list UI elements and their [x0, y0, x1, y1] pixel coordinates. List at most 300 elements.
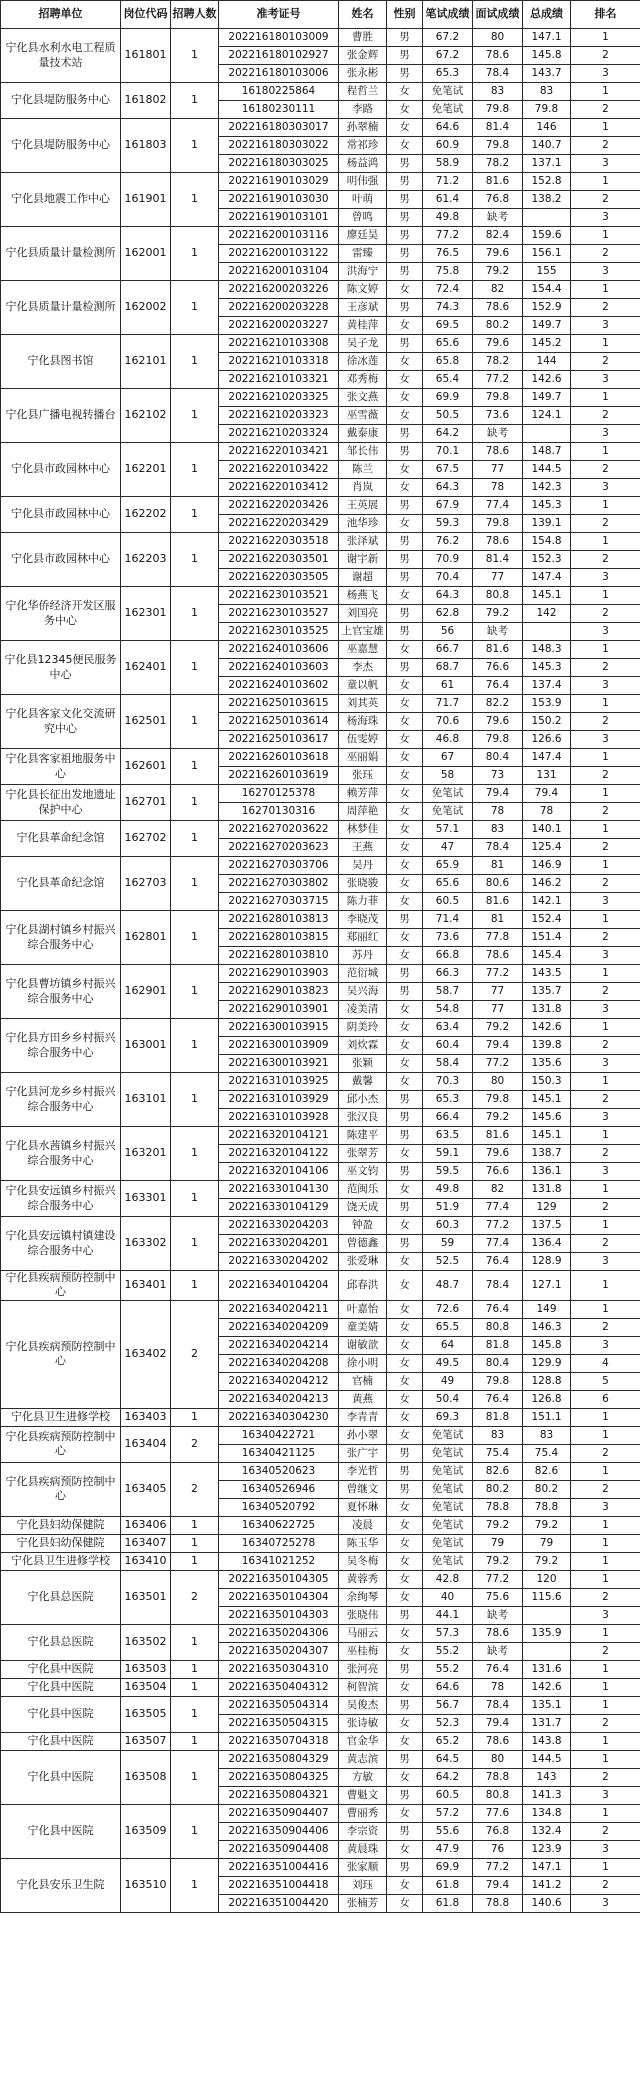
interview-score-cell: 缺考 [473, 1606, 523, 1624]
rank-cell: 1 [571, 1426, 640, 1444]
ticket-cell: 202216250103614 [219, 713, 339, 731]
written-score-cell: 68.7 [423, 659, 473, 677]
table-row [1, 1732, 640, 1750]
total-score-cell: 139.8 [523, 1037, 571, 1055]
rank-cell: 3 [571, 1001, 640, 1019]
written-score-cell: 59.1 [423, 1145, 473, 1163]
ticket-cell: 202216300103921 [219, 1055, 339, 1073]
gender-cell: 女 [387, 1390, 423, 1408]
rank-cell: 1 [571, 1127, 640, 1145]
total-score-cell: 139.1 [523, 515, 571, 533]
gender-cell: 男 [387, 65, 423, 83]
rank-cell: 2 [571, 713, 640, 731]
rank-cell: 2 [571, 929, 640, 947]
total-score-cell: 135.6 [523, 1055, 571, 1073]
post-code-cell: 163101 [121, 1073, 171, 1127]
name-cell: 徐小明 [339, 1354, 387, 1372]
name-cell: 王英展 [339, 497, 387, 515]
rank-cell: 1 [571, 1624, 640, 1642]
interview-score-cell: 76 [473, 1840, 523, 1858]
written-score-cell: 60.5 [423, 893, 473, 911]
unit-cell: 宁化县安乐卫生院 [1, 1858, 121, 1912]
written-score-cell: 60.3 [423, 1217, 473, 1235]
gender-cell: 女 [387, 1354, 423, 1372]
written-score-cell: 58.7 [423, 983, 473, 1001]
written-score-cell: 60.5 [423, 1786, 473, 1804]
total-score-cell: 80.2 [523, 1480, 571, 1498]
name-cell: 张永彬 [339, 65, 387, 83]
ticket-cell: 202216260103619 [219, 767, 339, 785]
name-cell: 叶萌 [339, 191, 387, 209]
gender-cell: 女 [387, 893, 423, 911]
written-score-cell: 69.5 [423, 317, 473, 335]
written-score-cell: 49.8 [423, 1181, 473, 1199]
hire-count-cell: 1 [171, 1750, 219, 1804]
written-score-cell: 65.4 [423, 371, 473, 389]
total-score-cell: 115.6 [523, 1588, 571, 1606]
gender-cell: 男 [387, 335, 423, 353]
written-score-cell: 75.8 [423, 263, 473, 281]
written-score-cell: 55.2 [423, 1642, 473, 1660]
name-cell: 雷臻 [339, 245, 387, 263]
hire-count-cell: 1 [171, 1678, 219, 1696]
ticket-cell: 202216220103412 [219, 479, 339, 497]
gender-cell: 女 [387, 1768, 423, 1786]
interview-score-cell: 78.6 [473, 299, 523, 317]
hire-count-cell: 1 [171, 533, 219, 587]
hire-count-cell: 1 [171, 749, 219, 785]
name-cell: 上官宝雄 [339, 623, 387, 641]
written-score-cell: 44.1 [423, 1606, 473, 1624]
interview-score-cell: 77.2 [473, 1055, 523, 1073]
hire-count-cell: 1 [171, 119, 219, 173]
gender-cell: 女 [387, 1498, 423, 1516]
ticket-cell: 202216350104303 [219, 1606, 339, 1624]
interview-score-cell: 78.6 [473, 533, 523, 551]
ticket-cell: 202216330204203 [219, 1217, 339, 1235]
total-score-cell: 140.6 [523, 1894, 571, 1912]
post-code-cell: 162601 [121, 749, 171, 785]
ticket-cell: 202216340204214 [219, 1336, 339, 1354]
interview-score-cell: 78 [473, 479, 523, 497]
name-cell: 肖岚 [339, 479, 387, 497]
interview-score-cell: 76.4 [473, 1300, 523, 1318]
rank-cell: 2 [571, 983, 640, 1001]
unit-cell: 宁化县长征出发地遗址保护中心 [1, 785, 121, 821]
interview-score-cell: 79.8 [473, 389, 523, 407]
name-cell: 李路 [339, 101, 387, 119]
post-code-cell: 163508 [121, 1750, 171, 1804]
name-cell: 张汉良 [339, 1109, 387, 1127]
gender-cell: 女 [387, 1408, 423, 1426]
table-row [1, 443, 640, 461]
gender-cell: 女 [387, 1894, 423, 1912]
rank-cell: 2 [571, 1199, 640, 1217]
interview-score-cell: 77.4 [473, 1235, 523, 1253]
interview-score-cell: 80.8 [473, 587, 523, 605]
gender-cell: 女 [387, 1336, 423, 1354]
written-score-cell: 60.9 [423, 137, 473, 155]
rank-cell: 1 [571, 533, 640, 551]
written-score-cell: 免笔试 [423, 1516, 473, 1534]
written-score-cell: 47.9 [423, 1840, 473, 1858]
table-row [1, 1217, 640, 1235]
name-cell: 廖廷昊 [339, 227, 387, 245]
gender-cell: 男 [387, 1750, 423, 1768]
name-cell: 邹长伟 [339, 443, 387, 461]
written-score-cell: 61.8 [423, 1876, 473, 1894]
rank-cell: 2 [571, 353, 640, 371]
gender-cell: 男 [387, 623, 423, 641]
gender-cell: 女 [387, 1624, 423, 1642]
ticket-cell: 202216340204211 [219, 1300, 339, 1318]
post-code-cell: 163509 [121, 1804, 171, 1858]
interview-score-cell: 77 [473, 1001, 523, 1019]
interview-score-cell: 81 [473, 857, 523, 875]
rank-cell: 1 [571, 821, 640, 839]
written-score-cell: 70.1 [423, 443, 473, 461]
ticket-cell: 202216220303505 [219, 569, 339, 587]
name-cell: 戴泰康 [339, 425, 387, 443]
written-score-cell: 56.7 [423, 1696, 473, 1714]
hire-count-cell: 1 [171, 911, 219, 965]
unit-cell: 宁化县水茜镇乡村振兴综合服务中心 [1, 1127, 121, 1181]
ticket-cell: 202216250103615 [219, 695, 339, 713]
ticket-cell: 202216330204201 [219, 1235, 339, 1253]
hire-count-cell: 1 [171, 1181, 219, 1217]
gender-cell: 女 [387, 641, 423, 659]
ticket-cell: 202216200103116 [219, 227, 339, 245]
ticket-cell: 202216230103527 [219, 605, 339, 623]
ticket-cell: 202216210103321 [219, 371, 339, 389]
ticket-cell: 202216240103606 [219, 641, 339, 659]
total-score-cell: 135.7 [523, 983, 571, 1001]
ticket-cell: 202216350804321 [219, 1786, 339, 1804]
post-code-cell: 163405 [121, 1462, 171, 1516]
rank-cell: 2 [571, 137, 640, 155]
total-score-cell: 126.8 [523, 1390, 571, 1408]
rank-cell: 3 [571, 569, 640, 587]
unit-cell: 宁化县疾病预防控制中心 [1, 1300, 121, 1408]
total-score-cell: 142.6 [523, 1678, 571, 1696]
total-score-cell: 147.1 [523, 1858, 571, 1876]
total-score-cell: 145.1 [523, 1127, 571, 1145]
hire-count-cell: 1 [171, 1552, 219, 1570]
total-score-cell: 145.2 [523, 335, 571, 353]
total-score-cell: 145.8 [523, 1336, 571, 1354]
unit-cell: 宁化县客家祖地服务中心 [1, 749, 121, 785]
ticket-cell: 202216310103929 [219, 1091, 339, 1109]
ticket-cell: 202216270203623 [219, 839, 339, 857]
interview-score-cell: 82.2 [473, 695, 523, 713]
total-score-cell: 151.1 [523, 1408, 571, 1426]
unit-cell: 宁化县方田乡乡村振兴综合服务中心 [1, 1019, 121, 1073]
post-code-cell: 162202 [121, 497, 171, 533]
total-score-cell: 79.2 [523, 1516, 571, 1534]
total-score-cell: 145.3 [523, 497, 571, 515]
ticket-cell: 16340526946 [219, 1480, 339, 1498]
written-score-cell: 65.6 [423, 875, 473, 893]
rank-cell: 1 [571, 785, 640, 803]
rank-cell: 1 [571, 1300, 640, 1318]
unit-cell: 宁化县河龙乡乡村振兴综合服务中心 [1, 1073, 121, 1127]
name-cell: 张诗敏 [339, 1714, 387, 1732]
post-code-cell: 162201 [121, 443, 171, 497]
hire-count-cell: 1 [171, 1804, 219, 1858]
gender-cell: 男 [387, 911, 423, 929]
header-name: 姓名 [339, 1, 387, 29]
post-code-cell: 163503 [121, 1660, 171, 1678]
name-cell: 范闽乐 [339, 1181, 387, 1199]
total-score-cell: 154.8 [523, 533, 571, 551]
unit-cell: 宁化县中医院 [1, 1660, 121, 1678]
name-cell: 陈玉华 [339, 1534, 387, 1552]
rank-cell: 1 [571, 389, 640, 407]
written-score-cell: 免笔试 [423, 785, 473, 803]
name-cell: 巫雪薇 [339, 407, 387, 425]
written-score-cell: 58.4 [423, 1055, 473, 1073]
interview-score-cell: 82 [473, 281, 523, 299]
name-cell: 黄桂萍 [339, 317, 387, 335]
name-cell: 叶嘉怡 [339, 1300, 387, 1318]
written-score-cell: 66.8 [423, 947, 473, 965]
interview-score-cell: 80.2 [473, 317, 523, 335]
total-score-cell: 140.7 [523, 137, 571, 155]
post-code-cell: 163001 [121, 1019, 171, 1073]
hire-count-cell: 1 [171, 443, 219, 497]
total-score-cell: 147.4 [523, 569, 571, 587]
unit-cell: 宁化县曹坊镇乡村振兴综合服务中心 [1, 965, 121, 1019]
gender-cell: 女 [387, 1073, 423, 1091]
hire-count-cell: 1 [171, 1732, 219, 1750]
interview-score-cell: 79.4 [473, 1714, 523, 1732]
rank-cell: 1 [571, 1858, 640, 1876]
table-row [1, 389, 640, 407]
interview-score-cell: 76.4 [473, 677, 523, 695]
ticket-cell: 16270130316 [219, 803, 339, 821]
ticket-cell: 202216210103308 [219, 335, 339, 353]
table-row [1, 1858, 640, 1876]
ticket-cell: 202216320104122 [219, 1145, 339, 1163]
gender-cell: 女 [387, 1372, 423, 1390]
written-score-cell: 69.3 [423, 1408, 473, 1426]
hire-count-cell: 1 [171, 1073, 219, 1127]
name-cell: 巫丽娟 [339, 749, 387, 767]
post-code-cell: 162001 [121, 227, 171, 281]
interview-score-cell: 81 [473, 911, 523, 929]
post-code-cell: 163406 [121, 1516, 171, 1534]
interview-score-cell: 78.6 [473, 443, 523, 461]
ticket-cell: 202216330204202 [219, 1253, 339, 1271]
unit-cell: 宁化县市政园林中心 [1, 443, 121, 497]
ticket-cell: 202216351004416 [219, 1858, 339, 1876]
unit-cell: 宁化县总医院 [1, 1624, 121, 1660]
ticket-cell: 202216340204213 [219, 1390, 339, 1408]
interview-score-cell: 79 [473, 1534, 523, 1552]
gender-cell: 女 [387, 875, 423, 893]
name-cell: 林梦佳 [339, 821, 387, 839]
name-cell: 余绚琴 [339, 1588, 387, 1606]
written-score-cell: 52.3 [423, 1714, 473, 1732]
name-cell: 阴美玲 [339, 1019, 387, 1037]
name-cell: 曾鸣 [339, 209, 387, 227]
interview-score-cell: 76.4 [473, 1390, 523, 1408]
post-code-cell: 161901 [121, 173, 171, 227]
interview-score-cell: 80 [473, 1750, 523, 1768]
gender-cell: 女 [387, 1253, 423, 1271]
interview-score-cell: 79.8 [473, 731, 523, 749]
interview-score-cell: 77.6 [473, 1804, 523, 1822]
rank-cell: 1 [571, 1462, 640, 1480]
written-score-cell: 71.4 [423, 911, 473, 929]
interview-score-cell: 81.6 [473, 893, 523, 911]
interview-score-cell: 76.4 [473, 1253, 523, 1271]
header-row [1, 1, 640, 29]
hire-count-cell: 1 [171, 785, 219, 821]
name-cell: 邓秀梅 [339, 371, 387, 389]
unit-cell: 宁化县质量计量检测所 [1, 227, 121, 281]
written-score-cell: 48.7 [423, 1271, 473, 1301]
total-score-cell: 146.9 [523, 857, 571, 875]
unit-cell: 宁化县堤防服务中心 [1, 83, 121, 119]
unit-cell: 宁化县安远镇村镇建设综合服务中心 [1, 1217, 121, 1271]
interview-score-cell: 80.8 [473, 1318, 523, 1336]
name-cell: 刘国亮 [339, 605, 387, 623]
written-score-cell: 71.2 [423, 173, 473, 191]
ticket-cell: 202216210103318 [219, 353, 339, 371]
table-row [1, 695, 640, 713]
total-score-cell: 150.3 [523, 1073, 571, 1091]
written-score-cell: 57.1 [423, 821, 473, 839]
interview-score-cell: 78 [473, 1678, 523, 1696]
total-score-cell: 83 [523, 83, 571, 101]
ticket-cell: 202216270303715 [219, 893, 339, 911]
ticket-cell: 202216190103030 [219, 191, 339, 209]
rank-cell: 3 [571, 479, 640, 497]
name-cell: 张广宇 [339, 1444, 387, 1462]
interview-score-cell: 81.6 [473, 641, 523, 659]
unit-cell: 宁化县卫生进修学校 [1, 1552, 121, 1570]
written-score-cell: 61.4 [423, 191, 473, 209]
rank-cell: 2 [571, 407, 640, 425]
name-cell: 张爱琳 [339, 1253, 387, 1271]
ticket-cell: 16180225864 [219, 83, 339, 101]
gender-cell: 女 [387, 137, 423, 155]
written-score-cell: 64.2 [423, 425, 473, 443]
interview-score-cell: 78.6 [473, 1624, 523, 1642]
gender-cell: 男 [387, 1480, 423, 1498]
gender-cell: 女 [387, 713, 423, 731]
written-score-cell: 64.6 [423, 119, 473, 137]
gender-cell: 男 [387, 209, 423, 227]
hire-count-cell: 1 [171, 1696, 219, 1732]
ticket-cell: 16270125378 [219, 785, 339, 803]
gender-cell: 女 [387, 677, 423, 695]
hire-count-cell: 1 [171, 1624, 219, 1660]
header-code: 岗位代码 [121, 1, 171, 29]
rank-cell: 2 [571, 1642, 640, 1660]
table-row [1, 911, 640, 929]
unit-cell: 宁化县地震工作中心 [1, 173, 121, 227]
total-score-cell: 132.4 [523, 1822, 571, 1840]
written-score-cell: 77.2 [423, 227, 473, 245]
ticket-cell: 202216350904408 [219, 1840, 339, 1858]
rank-cell: 5 [571, 1372, 640, 1390]
table-row [1, 1570, 640, 1588]
post-code-cell: 162901 [121, 965, 171, 1019]
ticket-cell: 202216220103422 [219, 461, 339, 479]
table-row [1, 1750, 640, 1768]
written-score-cell: 61.8 [423, 1894, 473, 1912]
rank-cell: 3 [571, 1498, 640, 1516]
name-cell: 张文燕 [339, 389, 387, 407]
header-interview: 面试成绩 [473, 1, 523, 29]
written-score-cell: 52.5 [423, 1253, 473, 1271]
name-cell: 吴丹 [339, 857, 387, 875]
total-score-cell: 147.1 [523, 29, 571, 47]
total-score-cell: 137.5 [523, 1217, 571, 1235]
hire-count-cell: 1 [171, 1019, 219, 1073]
ticket-cell: 202216290103823 [219, 983, 339, 1001]
ticket-cell: 202216350904407 [219, 1804, 339, 1822]
gender-cell: 女 [387, 839, 423, 857]
table-row [1, 497, 640, 515]
gender-cell: 女 [387, 1714, 423, 1732]
rank-cell: 1 [571, 227, 640, 245]
gender-cell: 女 [387, 371, 423, 389]
gender-cell: 男 [387, 659, 423, 677]
post-code-cell: 163407 [121, 1534, 171, 1552]
ticket-cell: 202216270203622 [219, 821, 339, 839]
name-cell: 刘炊霖 [339, 1037, 387, 1055]
name-cell: 徐冰莲 [339, 353, 387, 371]
rank-cell: 1 [571, 1678, 640, 1696]
table-row [1, 227, 640, 245]
interview-score-cell: 77.2 [473, 1570, 523, 1588]
name-cell: 官楠 [339, 1372, 387, 1390]
header-ticket: 准考证号 [219, 1, 339, 29]
ticket-cell: 202216290103903 [219, 965, 339, 983]
interview-score-cell: 79.6 [473, 1145, 523, 1163]
rank-cell: 2 [571, 47, 640, 65]
post-code-cell: 161801 [121, 29, 171, 83]
ticket-cell: 202216260103618 [219, 749, 339, 767]
unit-cell: 宁化县革命纪念馆 [1, 821, 121, 857]
total-score-cell [523, 425, 571, 443]
interview-score-cell: 81.6 [473, 1127, 523, 1145]
total-score-cell: 137.1 [523, 155, 571, 173]
name-cell: 李光哲 [339, 1462, 387, 1480]
unit-cell: 宁化县中医院 [1, 1678, 121, 1696]
total-score-cell: 142.6 [523, 371, 571, 389]
interview-score-cell: 77 [473, 569, 523, 587]
interview-score-cell: 79.8 [473, 137, 523, 155]
rank-cell: 1 [571, 695, 640, 713]
name-cell: 张晓伟 [339, 1606, 387, 1624]
hire-count-cell: 1 [171, 1408, 219, 1426]
total-score-cell: 159.6 [523, 227, 571, 245]
written-score-cell: 71.7 [423, 695, 473, 713]
name-cell: 夏怀琳 [339, 1498, 387, 1516]
ticket-cell: 202216220103421 [219, 443, 339, 461]
total-score-cell: 149.7 [523, 389, 571, 407]
ticket-cell: 202216340204209 [219, 1318, 339, 1336]
interview-score-cell: 78.4 [473, 1696, 523, 1714]
hire-count-cell: 1 [171, 965, 219, 1019]
rank-cell: 2 [571, 1714, 640, 1732]
gender-cell: 女 [387, 1642, 423, 1660]
written-score-cell: 55.2 [423, 1660, 473, 1678]
